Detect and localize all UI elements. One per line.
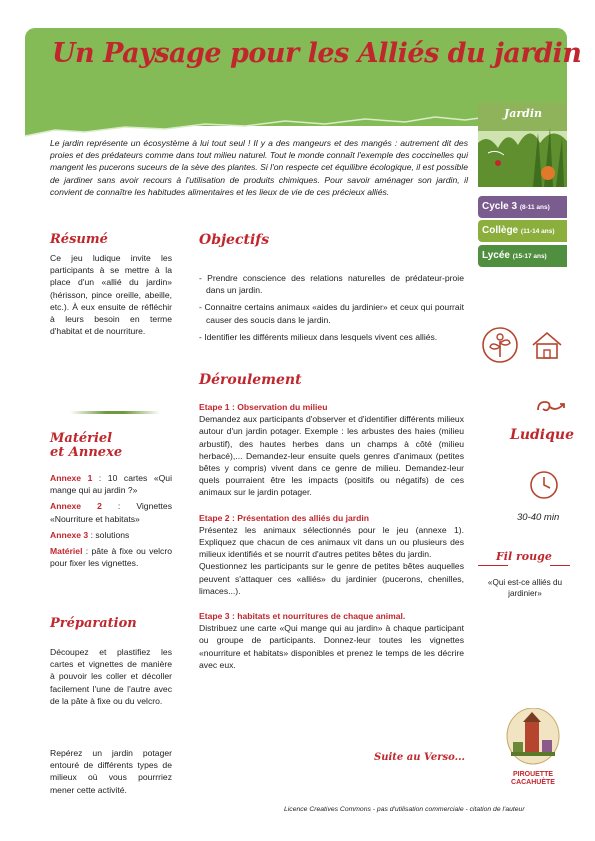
materiel-item-text: : Vignettes «Nourriture et habitats» bbox=[50, 501, 172, 524]
materiel-item-label: Annexe 1 bbox=[50, 473, 93, 483]
clock-icon bbox=[528, 469, 560, 501]
materiel-item-text: : solutions bbox=[88, 529, 130, 540]
materiel-heading bbox=[50, 432, 122, 460]
level-name: Cycle 3 bbox=[482, 201, 518, 212]
plant-circle-icon bbox=[480, 325, 520, 365]
game-swirl-icon bbox=[534, 398, 568, 416]
materiel-item bbox=[50, 529, 172, 541]
objectif-item: - Connaitre certains animaux «aides du jardinier» et ceux qui pourrait causer des soucis dans le jardin. bbox=[199, 302, 464, 325]
preparation-heading: Préparation bbox=[50, 616, 137, 631]
activity-type: Ludique bbox=[510, 427, 575, 443]
objectif-item: - Prendre conscience des relations naturelles de prédateur-proie dans un jardin. bbox=[199, 273, 464, 296]
level-name: Collège bbox=[482, 225, 519, 236]
section-divider bbox=[70, 411, 160, 414]
fil-rouge-text: «Qui est-ce alliés du jardinier» bbox=[487, 578, 563, 598]
etape-text: Demandez aux participants d'observer et d'identifier différents milieux autour d'un jardin potager. Exemple : les arbustes des haies (milieu arbustif), des hautes herbes dans un champs à côté (milieu herbacé),... Demandez-leur ensuite quels genres d'animaux (petites bêtes y compris) vivent dans ce genre de milieu. Demandez-leur quels pourraient être les impacts (positifs ou négatifs) de ces animaux sur le jardin potager. bbox=[199, 414, 464, 498]
etape-title: Etape 2 : Présentation des alliés du jardin bbox=[199, 512, 370, 523]
logo-text-line2: CACAHUÈTE bbox=[511, 779, 555, 786]
etape-text: Présentez les animaux sélectionnés pour le jeu (annexe 1). Expliquez que chacun de ces animaux vit dans un ou plusieurs des milieux identifiés et se nourrit d'autres petites bêtes du jardin. bbox=[199, 524, 464, 560]
materiel-item-text: : 10 cartes «Qui mange qui au jardin ?» bbox=[50, 473, 172, 496]
materiel-item-label: Annexe 3 bbox=[50, 529, 89, 540]
etape-text: Questionnez les participants sur le genre de petites bêtes auquelles peuvent s'attaquer ces «alliés» du jardinier (pucerons, chenilles, limaces...). bbox=[199, 561, 464, 596]
theme-label: Jardin bbox=[504, 107, 542, 120]
level-tag-college bbox=[478, 220, 567, 242]
level-name: Lycée bbox=[482, 250, 510, 261]
resume-heading: Résumé bbox=[50, 232, 108, 247]
deroulement-heading: Déroulement bbox=[199, 372, 302, 388]
page-title: Un Paysage pour les Alliés du jardin bbox=[52, 38, 582, 69]
preparation-text-2: Repérez un jardin potager entouré de différents types de milieux où vous pourrriez mener cette activité. bbox=[50, 748, 172, 795]
materiel-item bbox=[50, 500, 172, 524]
preparation-text-1: Découpez et plastifiez les cartes et vignettes de manière à pouvoir les coller et décoller facilement l'une de l'autre avec de la pâte à fixe ou du velcro. bbox=[50, 647, 172, 706]
pirouette-cacahuete-logo bbox=[505, 708, 561, 768]
level-tag-cycle3 bbox=[478, 196, 567, 218]
etape-title: Etape 1 : Observation du milieu bbox=[199, 402, 328, 412]
house-icon bbox=[527, 325, 567, 365]
materiel-item bbox=[50, 545, 172, 569]
materiel-item-text: : pâte à fixe ou velcro pour fixer les vignettes. bbox=[50, 546, 172, 569]
logo-text-line1: PIROUETTE bbox=[512, 771, 554, 778]
level-tag-lycee bbox=[478, 245, 567, 267]
fil-rouge-line-right bbox=[550, 565, 570, 566]
materiel-list bbox=[50, 472, 172, 569]
theme-thumbnail bbox=[478, 103, 567, 187]
resume-text: Ce jeu ludique invite les participants à se mettre à la place d'un «allié du jardin» (hérisson, pince oreille, abeille, etc.). À eux ensuite de réfléchir à leurs besoin en terme d'habitat et de nourriture. bbox=[50, 253, 172, 337]
materiel-item-label: Annexe 2 bbox=[50, 501, 102, 512]
etape-text: Distribuez une carte «Qui mange qui au jardin» à chaque participant ou groupe de participants. Donnez-leur toutes les vignettes «nourriture et habitats» disponibles et prenez le temps de les décrire avec eux. bbox=[199, 623, 464, 670]
materiel-heading-line2: et Annexe bbox=[50, 445, 123, 460]
suite-au-verso: Suite au Verso... bbox=[374, 752, 466, 763]
fil-rouge-heading: Fil rouge bbox=[496, 550, 552, 563]
objectif-item: - Identifier les différents milieux dans lesquels vivent ces alliés. bbox=[199, 331, 438, 342]
objectifs-list bbox=[199, 272, 464, 348]
objectifs-heading: Objectifs bbox=[199, 232, 270, 248]
etape-title: Etape 3 : habitats et nourritures de chaque animal. bbox=[199, 611, 406, 622]
level-ages: (8-11 ans) bbox=[519, 204, 550, 211]
materiel-heading-line1: Matériel bbox=[50, 431, 113, 446]
logo-text bbox=[495, 771, 571, 787]
materiel-item bbox=[50, 472, 172, 496]
fil-rouge-line-left bbox=[478, 565, 508, 566]
duration: 30-40 min bbox=[517, 512, 560, 523]
intro-paragraph: Le jardin représente un écosystème à lui tout seul ! Il y a des mangeurs et des mangés : autrement dit des proies et des prédateurs comme dans tout milieu naturel. Tout le monde connaît l'exemple des coccinelles qui mangent les pucerons suceurs de la sève des plantes. Si l'on respecte cet équilibre écologique, il est possible de jardiner sans avoir recours à l'utilisation de produits chimiques. Pour savoir aménager son jardin, il convient de connaître les habitudes alimentaires et les lieux de vie de ces précieux alliés. bbox=[50, 138, 468, 197]
level-ages: (11-14 ans) bbox=[520, 228, 555, 235]
deroulement-body bbox=[199, 401, 464, 671]
license-text: Licence Creatives Commons - pas d'utilisation commerciale - citation de l'auteur bbox=[284, 806, 525, 813]
materiel-item-label: Matériel bbox=[50, 546, 83, 557]
level-ages: (15-17 ans) bbox=[512, 253, 547, 260]
